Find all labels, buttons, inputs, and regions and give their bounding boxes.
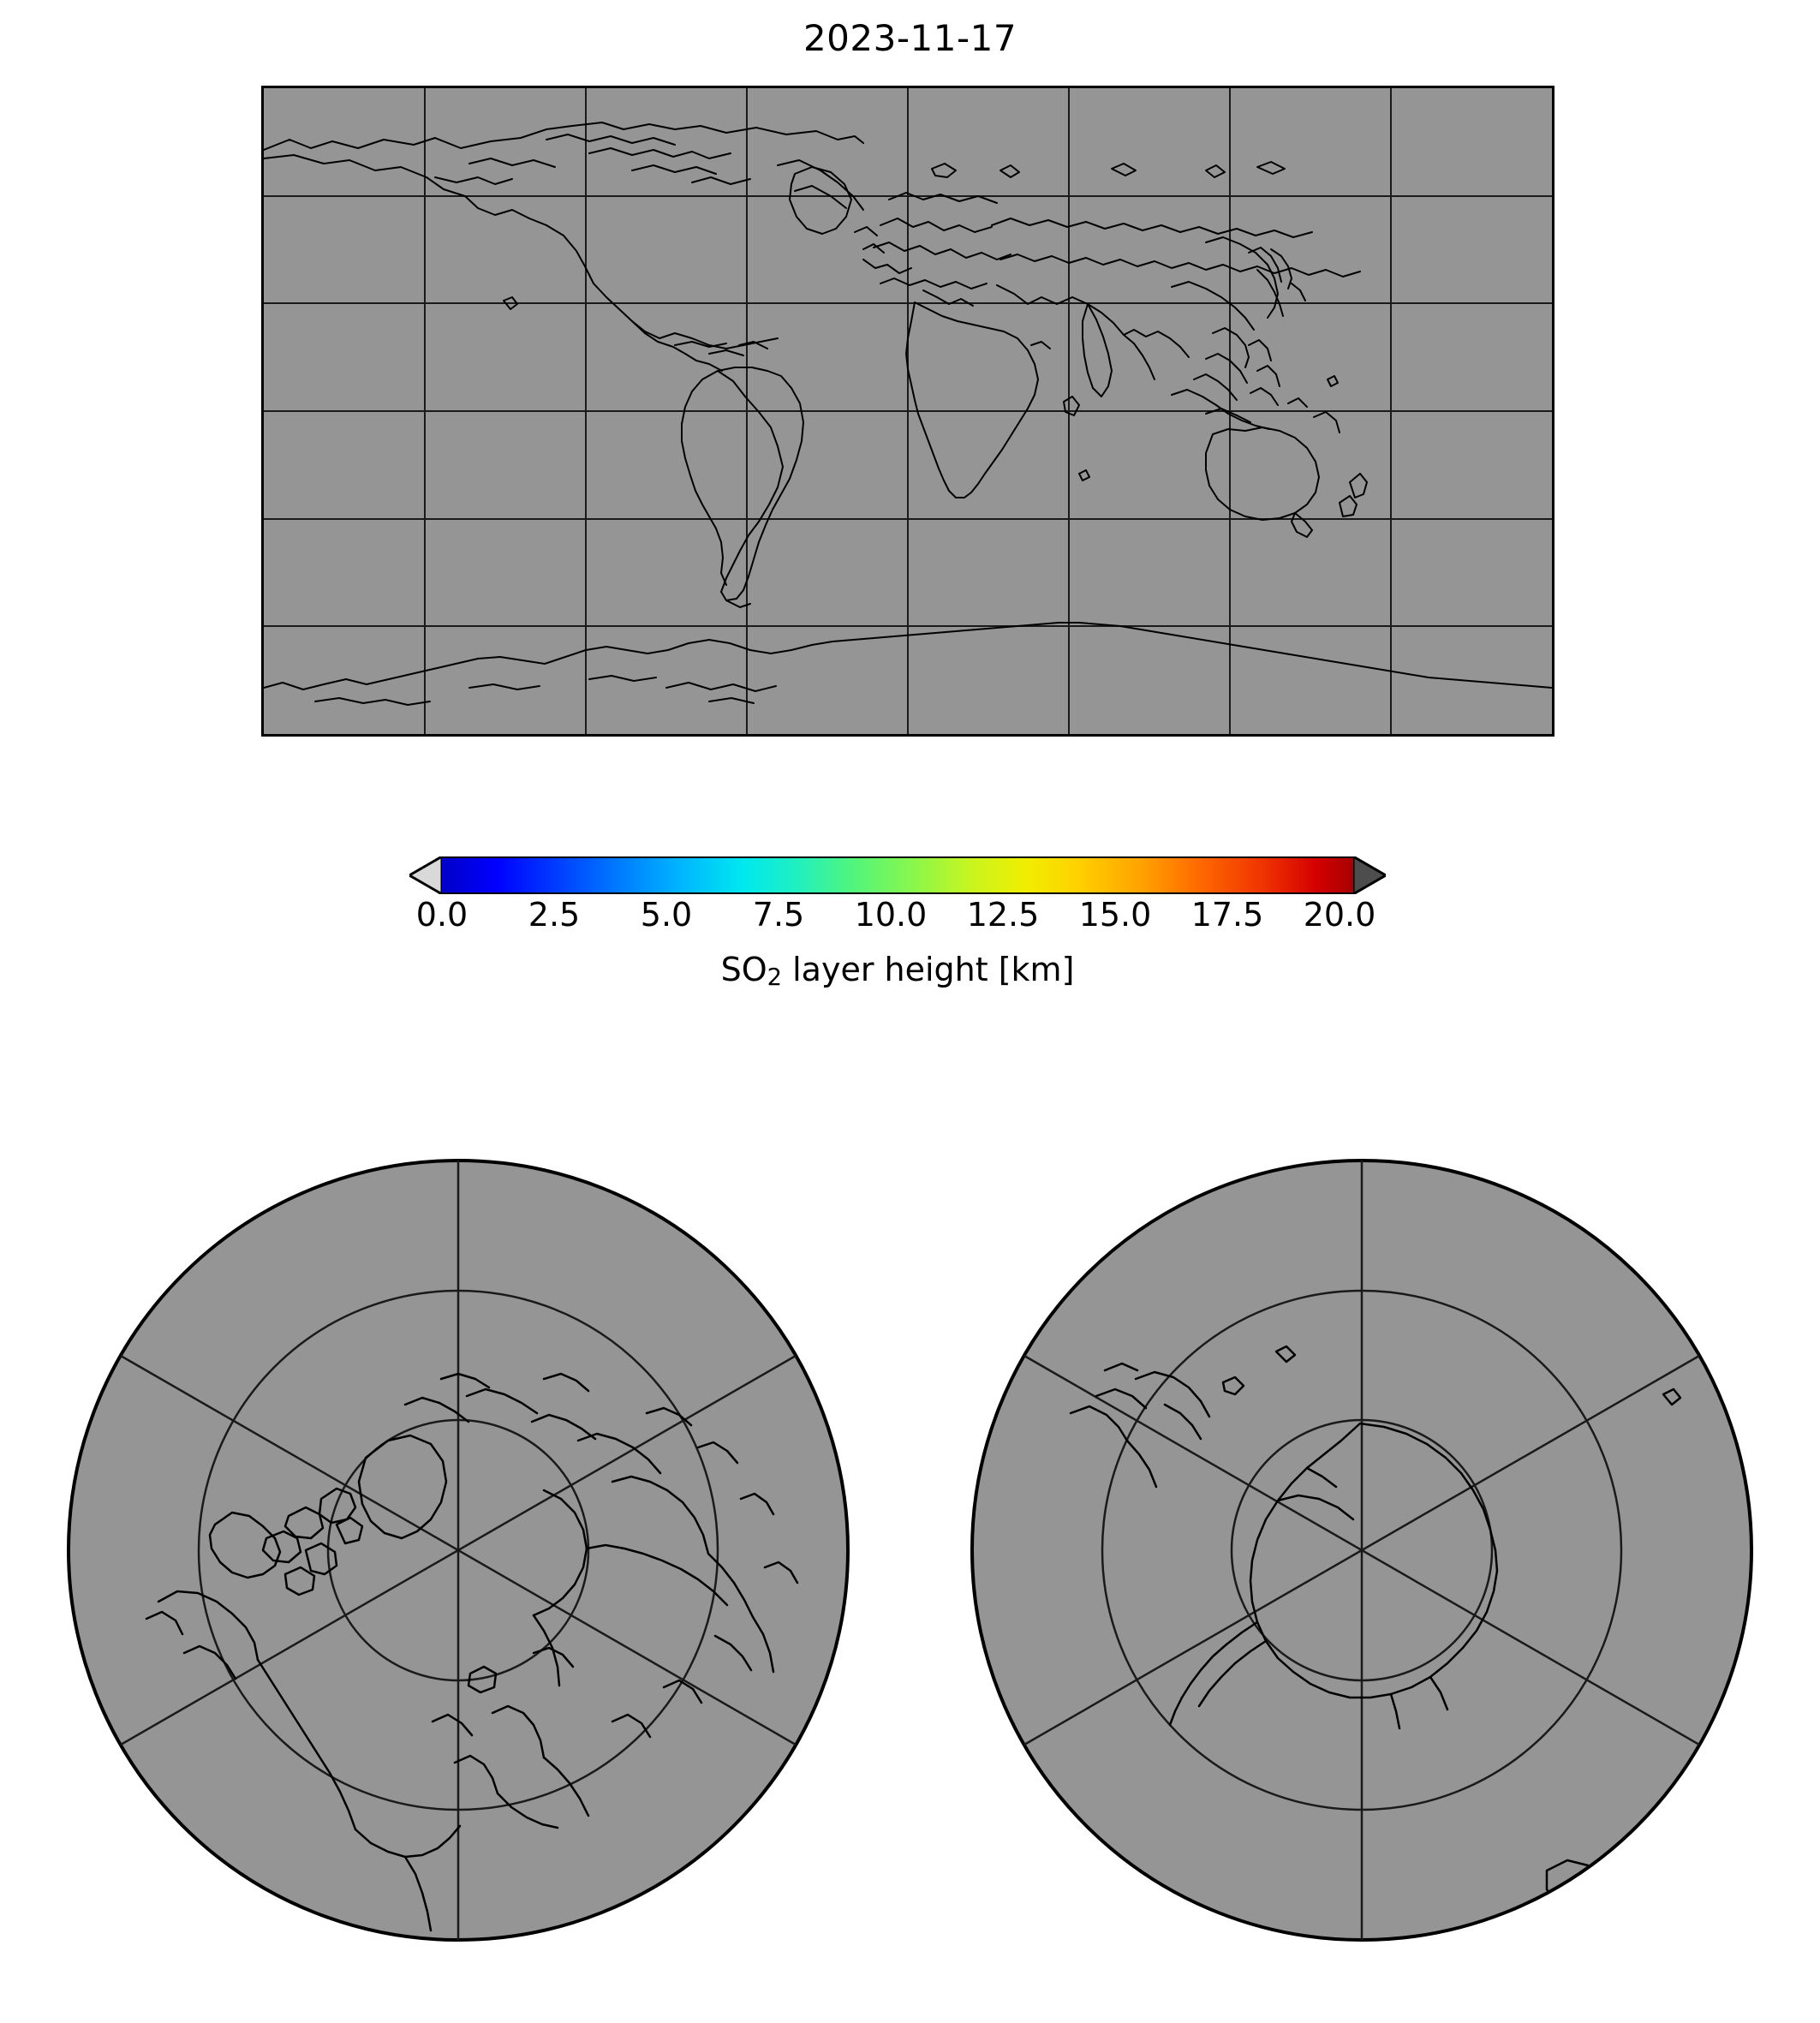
colorbar-tick-labels — [409, 896, 1386, 940]
page-title: 2023-11-17 — [803, 17, 1017, 59]
colorbar-tick-2: 5.0 — [640, 896, 693, 934]
colorbar-gradient — [442, 856, 1353, 894]
colorbar-label-suffix: layer height [km] — [782, 951, 1075, 988]
colorbar-tick-4: 10.0 — [854, 896, 928, 934]
colorbar-row — [409, 856, 1386, 894]
colorbar — [409, 856, 1386, 1019]
global-map — [261, 86, 1554, 737]
colorbar-tick-5: 12.5 — [966, 896, 1040, 934]
north-polar-svg — [64, 1122, 852, 1978]
south-polar-map — [968, 1122, 1756, 1978]
colorbar-label-subscript: 2 — [767, 964, 783, 991]
graticule — [264, 88, 1552, 734]
colorbar-tick-6: 15.0 — [1078, 896, 1152, 934]
colorbar-tick-1: 2.5 — [528, 896, 581, 934]
north-polar-map — [64, 1122, 852, 1978]
colorbar-under-cap — [409, 856, 442, 894]
colorbar-tick-7: 17.5 — [1190, 896, 1264, 934]
south-polar-svg — [968, 1122, 1756, 1978]
colorbar-tick-3: 7.5 — [752, 896, 805, 934]
colorbar-label-prefix: SO — [720, 951, 767, 988]
colorbar-tick-0: 0.0 — [415, 896, 468, 934]
colorbar-over-cap — [1353, 856, 1386, 894]
global-map-svg — [264, 88, 1552, 734]
colorbar-tick-8: 20.0 — [1303, 896, 1376, 934]
colorbar-axis-label — [409, 951, 1386, 991]
